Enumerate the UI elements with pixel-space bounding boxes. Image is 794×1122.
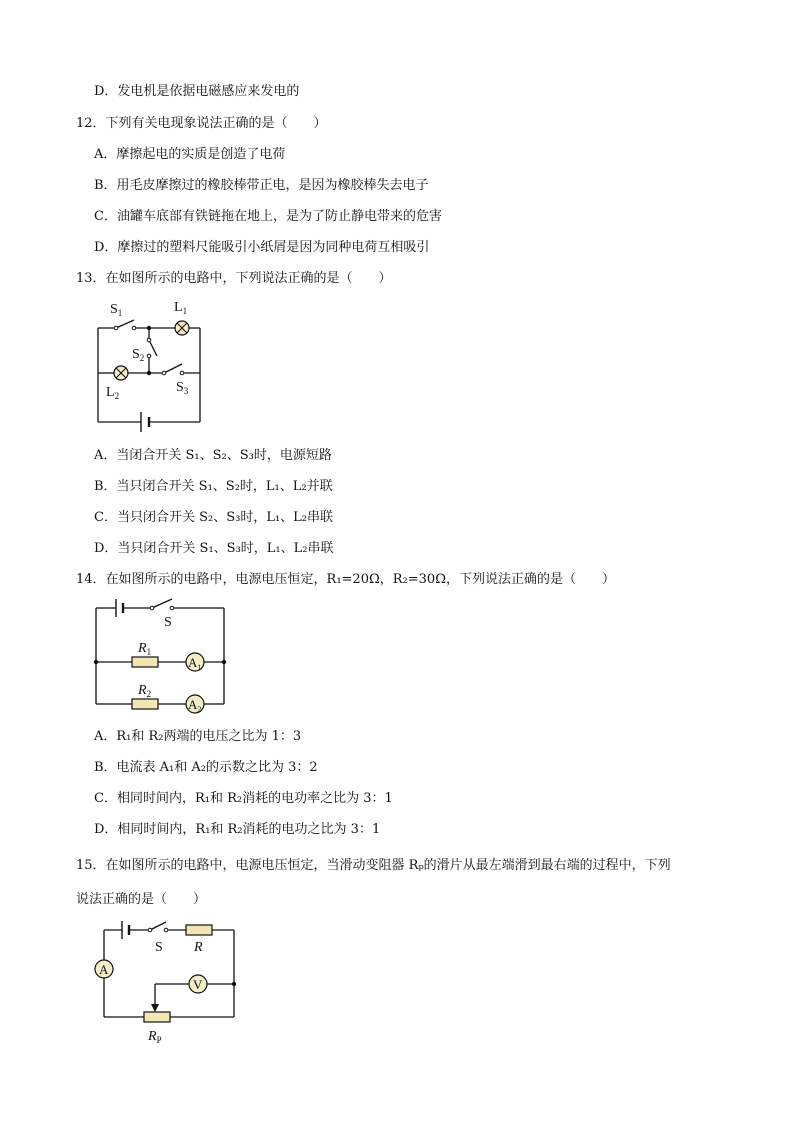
- q13-s1-label: $S_1$: [110, 302, 123, 318]
- q12-option-a: A．摩擦起电的实质是创造了电荷: [94, 147, 286, 162]
- q14-option-d: D．相同时间内，R₁和 R₂消耗的电功之比为 3：1: [94, 822, 381, 837]
- q13-option-d: D．当只闭合开关 S₁、S₃时，L₁、L₂串联: [94, 541, 334, 556]
- q13-option-b: B．当只闭合开关 S₁、S₂时，L₁、L₂并联: [94, 479, 333, 494]
- q14-option-b: B．电流表 A₁和 A₂的示数之比为 3：2: [94, 760, 318, 775]
- q15-circuit-diagram: [92, 918, 242, 1046]
- q12-option-d: D．摩擦过的塑料尺能吸引小纸屑是因为同种电荷互相吸引: [94, 240, 430, 255]
- q14-r2-label: $R_2$: [138, 683, 152, 699]
- q14-option-a: A．R₁和 R₂两端的电压之比为 1：3: [94, 729, 302, 744]
- q13-circuit-diagram: [88, 296, 218, 432]
- q13-s3-label: $S_3$: [176, 380, 189, 396]
- q14-stem: 14．在如图所示的电路中，电源电压恒定，R₁=20Ω，R₂=30Ω，下列说法正确的是（ ）: [76, 572, 615, 587]
- q15-r-label: R: [194, 940, 203, 955]
- q15-stem-line1: 15．在如图所示的电路中，电源电压恒定，当滑动变阻器 Rₚ的滑片从最左端滑到最右端的过程中，下列: [76, 858, 671, 873]
- q11-option-d: D．发电机是依据电磁感应来发电的: [94, 84, 300, 99]
- q12-option-c: C．油罐车底部有铁链拖在地上，是为了防止静电带来的危害: [94, 209, 442, 224]
- q13-s2-label: $S_2$: [132, 347, 145, 363]
- q15-rp-label: $R_P$: [148, 1029, 162, 1045]
- q15-v-label: V: [193, 977, 203, 992]
- q13-stem: 13．在如图所示的电路中，下列说法正确的是（ ）: [76, 271, 392, 286]
- q14-option-c: C．相同时间内，R₁和 R₂消耗的电功率之比为 3：1: [94, 791, 393, 806]
- q14-circuit-diagram: [88, 596, 232, 722]
- q15-s-label: S: [155, 940, 163, 955]
- q13-option-a: A．当闭合开关 S₁、S₂、S₃时，电源短路: [94, 448, 332, 463]
- q14-r1-label: $R_1$: [138, 641, 152, 657]
- q12-stem: 12．下列有关电现象说法正确的是（ ）: [76, 116, 327, 131]
- q14-a1-label: $A_1$: [188, 655, 202, 672]
- q15-a-label: A: [99, 962, 109, 977]
- q13-option-c: C．当只闭合开关 S₂、S₃时，L₁、L₂串联: [94, 510, 334, 525]
- q13-l2-label: $L_2$: [106, 385, 120, 401]
- q13-l1-label: $L_1$: [174, 300, 188, 316]
- q14-a2-label: $A_2$: [188, 697, 202, 714]
- q12-option-b: B．用毛皮摩擦过的橡胶棒带正电，是因为橡胶棒失去电子: [94, 178, 429, 193]
- q14-s-label: S: [164, 615, 172, 630]
- q15-stem-line2: 说法正确的是（ ）: [76, 892, 207, 907]
